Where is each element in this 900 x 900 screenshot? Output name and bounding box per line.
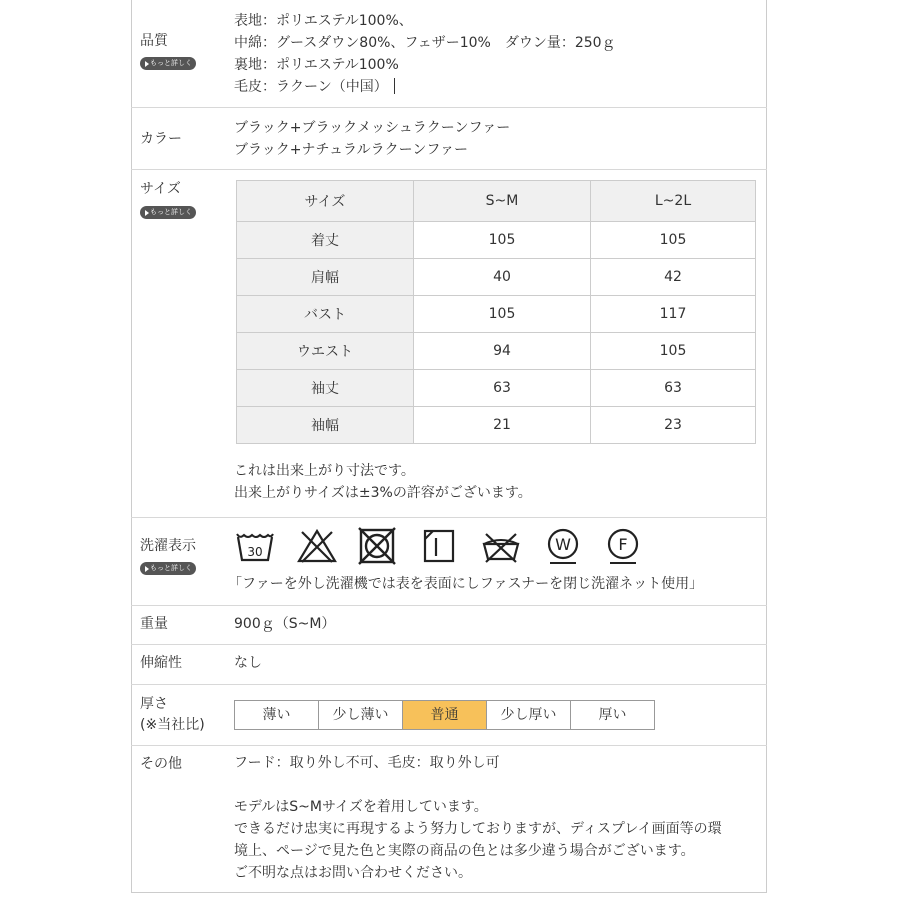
table-row [237,370,756,407]
table-cell: 117 [591,296,756,333]
wet-clean-icon [542,526,584,566]
table-cell: 105 [414,296,591,333]
text-cursor [394,78,395,94]
stretch-value: なし [234,655,262,671]
weight-value: 900ｇ（S~M） [234,616,336,632]
row-header: ウエスト [237,333,414,370]
quality-line: 毛皮：ラクーン（中国） [234,79,388,95]
size-table-header [237,181,756,222]
table-cell: 23 [591,407,756,444]
thickness-option: 薄い [234,700,319,730]
table-cell: 94 [414,333,591,370]
size-header-cell: S~M [414,181,591,222]
row-header: 着丈 [237,222,414,259]
other-label: その他 [140,756,182,772]
color-values [234,117,510,161]
quality-values [234,10,616,98]
size-label: サイズ [140,181,181,197]
quality-line: 裏地：ポリエステル100% [234,57,399,73]
wet-clean-letter: W [555,535,571,554]
thickness-label [140,694,205,736]
no-iron-icon [480,526,522,566]
table-row [237,333,756,370]
table-row [237,407,756,444]
row-header: 袖丈 [237,370,414,407]
quality-line: 表地：ポリエステル100%、 [234,13,413,29]
wash-30-icon [234,526,276,566]
wash-temp-label: 30 [247,545,263,559]
table-row [237,296,756,333]
other-line: ご不明な点はお問い合わせください。 [234,865,472,881]
table-row [237,259,756,296]
dry-clean-letter: F [618,535,628,554]
table-cell: 63 [414,370,591,407]
size-notes [234,460,532,504]
quality-line: 中綿：グースダウン80%、フェザー10% ダウン量：250ｇ [234,35,616,51]
other-line: 境上、ページで見た色と実際の商品の色とは多少違う場合がございます。 [234,843,695,859]
table-cell: 105 [414,222,591,259]
no-bleach-icon [296,526,338,566]
table-cell: 21 [414,407,591,444]
thickness-label-main: 厚さ [140,696,168,712]
quality-label: 品質 [140,33,168,49]
size-note: これは出来上がり寸法です。 [234,463,415,479]
size-note: 出来上がりサイズは±3%の許容がございます。 [234,485,532,501]
wash-more-button[interactable]: もっと詳しく [140,562,196,575]
wash-label: 洗濯表示 [140,538,196,554]
other-values [234,752,722,884]
row-divider [131,645,767,685]
quality-more-button[interactable]: もっと詳しく [140,57,196,70]
dry-clean-f-icon [602,526,644,566]
table-row [237,222,756,259]
other-line: できるだけ忠実に再現するよう努力しておりますが、ディスプレイ画面等の環 [234,821,722,837]
size-more-button[interactable]: もっと詳しく [140,206,196,219]
size-table [236,180,756,444]
thickness-option: 普通 [402,700,487,730]
other-line: モデルはS~Mサイズを着用しています。 [234,799,488,815]
table-cell: 40 [414,259,591,296]
row-header: 袖幅 [237,407,414,444]
thickness-option: 少し薄い [318,700,403,730]
color-line: ブラック+ナチュラルラクーンファー [234,142,469,158]
table-cell: 105 [591,222,756,259]
line-dry-icon [418,526,460,566]
other-line: フード：取り外し不可、毛皮：取り外し可 [234,755,500,771]
thickness-label-note: (※当社比) [140,717,205,733]
color-line: ブラック+ブラックメッシュラクーンファー [234,120,511,136]
color-label: カラー [140,131,182,147]
thickness-option: 少し厚い [486,700,571,730]
thickness-scale [234,700,655,730]
row-header: バスト [237,296,414,333]
stretch-label: 伸縮性 [140,655,182,671]
wash-note: 「ファーを外し洗濯機では表を表面にしファスナーを閉じ洗濯ネット使用」 [228,576,704,592]
table-cell: 63 [591,370,756,407]
table-cell: 42 [591,259,756,296]
weight-label: 重量 [140,616,168,632]
size-header-cell: L~2L [591,181,756,222]
row-divider [131,606,767,645]
no-tumble-dry-icon [356,526,398,566]
table-cell: 105 [591,333,756,370]
other-line [234,774,722,796]
row-header: 肩幅 [237,259,414,296]
thickness-option: 厚い [570,700,655,730]
size-header-cell: サイズ [237,181,414,222]
